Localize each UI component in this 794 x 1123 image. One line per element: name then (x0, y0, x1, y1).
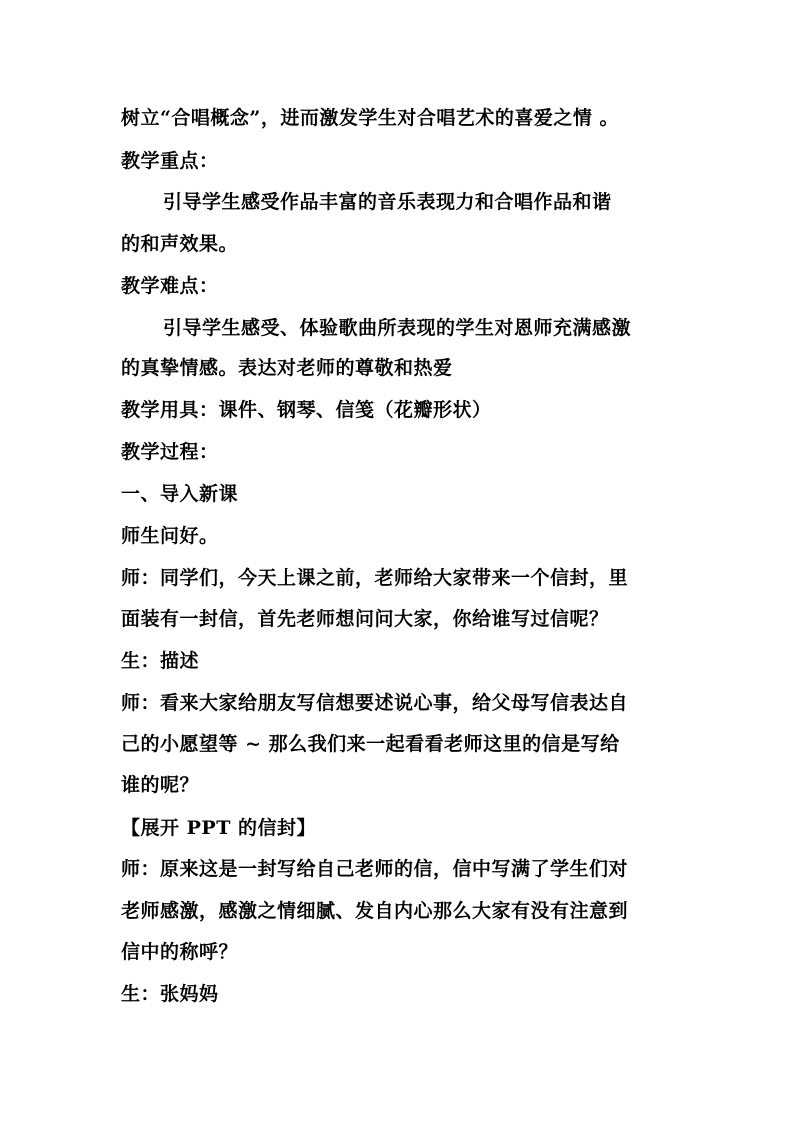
stage-direction-line: 【展开 PPT 的信封】 (121, 817, 316, 839)
teaching-tools-line: 教学用具：课件、钢琴、信笺（花瓣形状） (121, 399, 492, 421)
dialogue-line: 师：同学们，今天上课之前，老师给大家带来一个信封，里 (121, 567, 629, 589)
paragraph-line: 引导学生感受作品丰富的音乐表现力和合唱作品和谐 (163, 191, 612, 213)
dialogue-line: 生：张妈妈 (121, 983, 219, 1005)
paragraph-line: 的真挚情感。表达对老师的尊敬和热爱 (121, 357, 453, 379)
dialogue-line: 师：看来大家给朋友写信想要述说心事，给父母写信表达自 (121, 692, 629, 714)
paragraph-line: 的和声效果。 (121, 233, 239, 255)
dialogue-line: 师：原来这是一封写给自己老师的信，信中写满了学生们对 (121, 858, 629, 880)
dialogue-line: 谁的呢？ (121, 774, 200, 796)
heading-teaching-focus: 教学重点： (121, 150, 219, 172)
teaching-process-line: 教学过程： (121, 441, 219, 463)
paragraph-line: 引导学生感受、体验歌曲所表现的学生对恩师充满感激 (163, 317, 632, 339)
paragraph-line-continuation: 树立“合唱概念”，进而激发学生对合唱艺术的喜爱之情 。 (121, 107, 619, 129)
dialogue-line: 面装有一封信，首先老师想问问大家，你给谁写过信呢？ (121, 608, 609, 630)
section-heading-intro: 一、导入新课 (121, 483, 239, 505)
dialogue-line: 师生问好。 (121, 525, 219, 547)
dialogue-line: 老师感激，感激之情细腻、发自内心那么大家有没有注意到 (121, 900, 629, 922)
heading-teaching-difficulty: 教学难点： (121, 275, 219, 297)
dialogue-line: 生：描述 (121, 650, 200, 672)
dialogue-line: 己的小愿望等 ~ 那么我们来一起看看老师这里的信是写给 (121, 733, 620, 755)
dialogue-line: 信中的称呼？ (121, 941, 239, 963)
